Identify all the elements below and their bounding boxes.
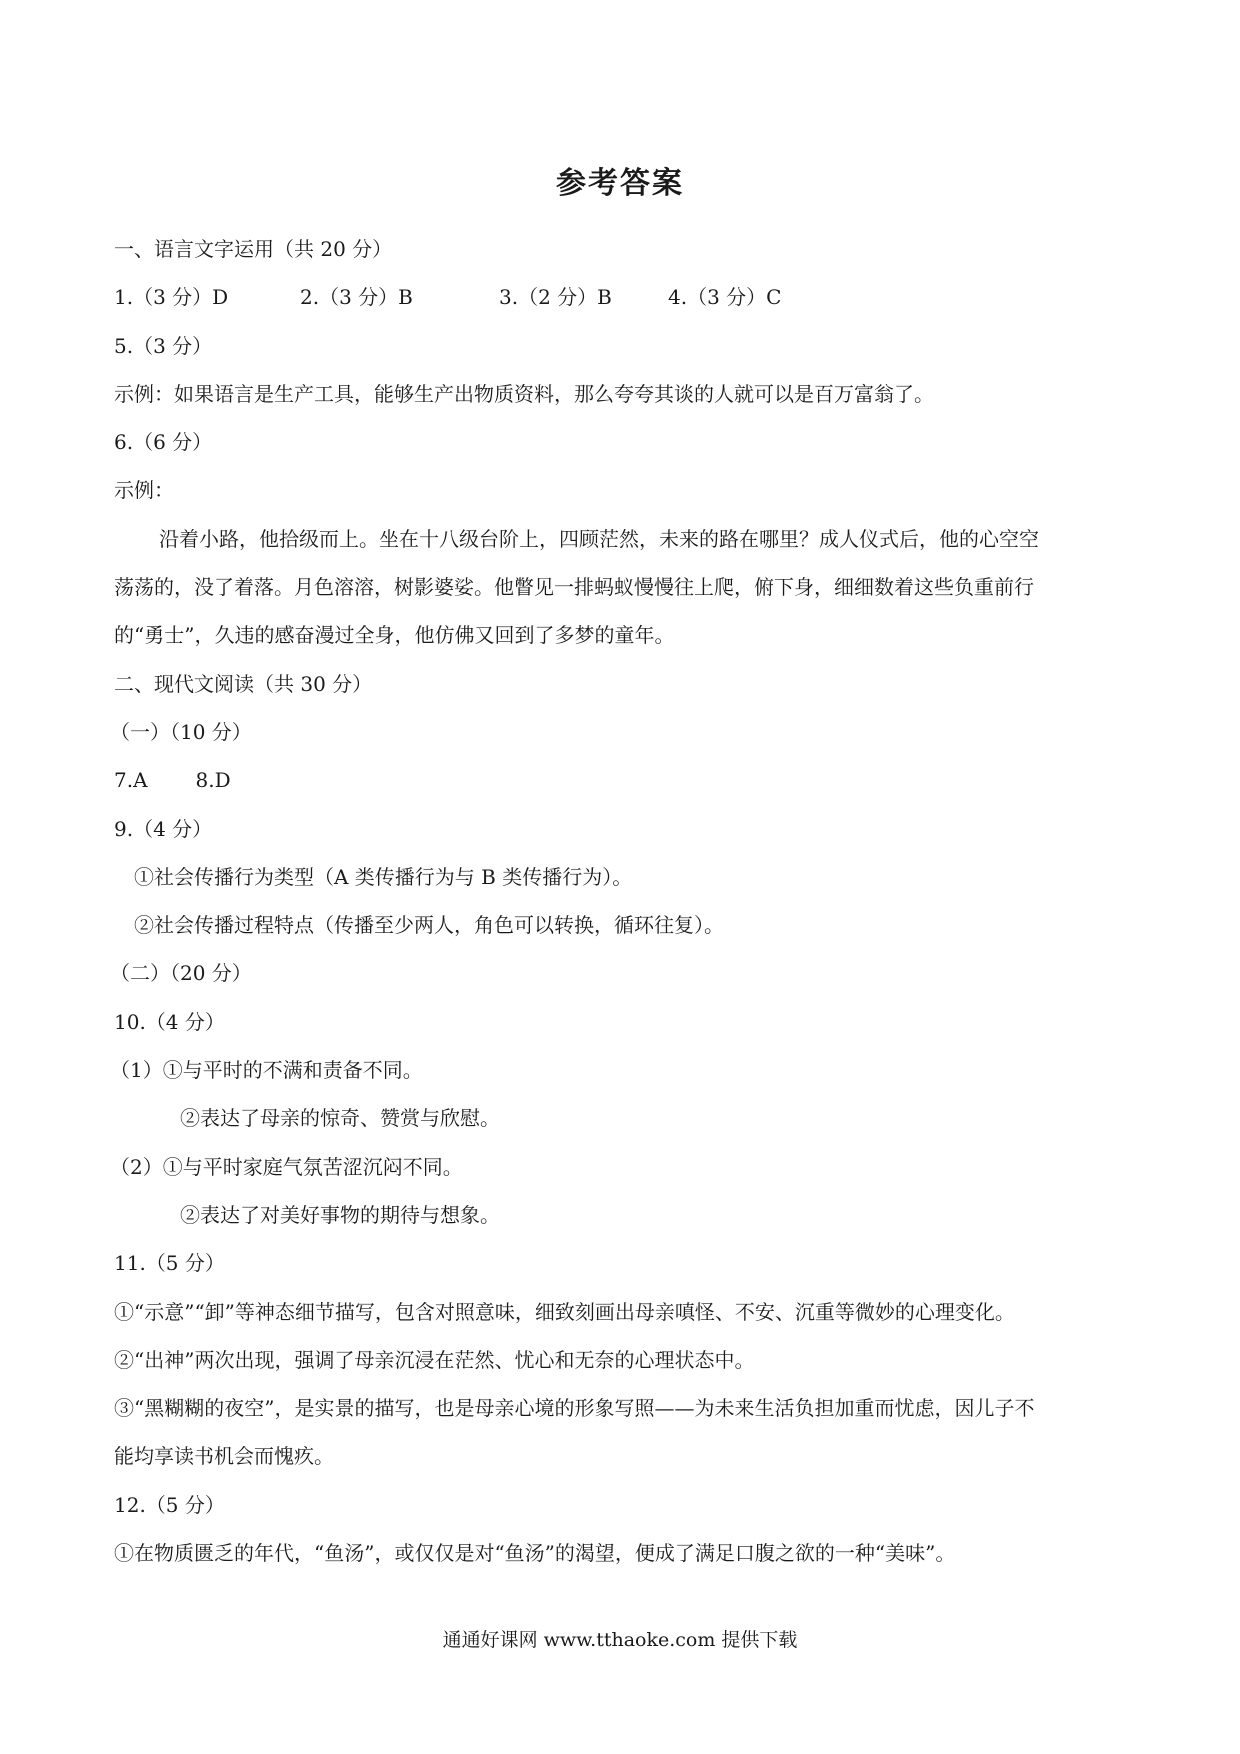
answer-content — [110, 225, 1134, 1577]
answer-q4: 4.（3 分）C — [668, 285, 782, 310]
q9-point-1: ①社会传播行为类型（A 类传播行为与 B 类传播行为）。 — [134, 864, 633, 889]
answer-q2: 2.（3 分）B — [300, 285, 413, 310]
q6-paragraph-line-3: 的“勇士”，久违的感奋漫过全身，他仿佛又回到了多梦的童年。 — [114, 623, 675, 648]
q10-2-point-2: ②表达了对美好事物的期待与想象。 — [180, 1202, 500, 1227]
q11-point-1: ①“示意”“卸”等神态细节描写，包含对照意味，细致刻画出母亲嗔怪、不安、沉重等微妙的心理变化。 — [114, 1299, 1015, 1324]
answer-q1: 1.（3 分）D — [114, 285, 229, 310]
q11-heading: 11.（5 分） — [114, 1251, 225, 1276]
q9-heading: 9.（4 分） — [114, 816, 213, 841]
answer-q7: 7.A — [114, 768, 148, 793]
page-title: 参考答案 — [556, 166, 684, 201]
q6-heading: 6.（6 分） — [114, 430, 213, 455]
page-footer: 通通好课网 www.tthaoke.com 提供下载 — [442, 1629, 798, 1651]
q10-1-point-2: ②表达了母亲的惊奇、赞赏与欣慰。 — [180, 1106, 500, 1131]
section-2-heading: 二、现代文阅读（共 30 分） — [114, 671, 373, 696]
q11-point-3-line-2: 能均享读书机会而愧疚。 — [114, 1444, 334, 1469]
answer-q8: 8.D — [195, 768, 231, 793]
q10-heading: 10.（4 分） — [114, 1009, 225, 1034]
q12-heading: 12.（5 分） — [114, 1492, 225, 1517]
section-2-part-2: （二）（20 分） — [110, 961, 252, 986]
q10-1-point-1: （1）①与平时的不满和责备不同。 — [110, 1058, 423, 1083]
q11-point-2: ②“出神”两次出现，强调了母亲沉浸在茫然、忧心和无奈的心理状态中。 — [114, 1347, 755, 1372]
q12-point-1: ①在物质匮乏的年代，“鱼汤”，或仅仅是对“鱼汤”的渴望，便成了满足口腹之欲的一种“美味”。 — [114, 1541, 956, 1566]
q5-answer: 示例：如果语言是生产工具，能够生产出物质资料，那么夸夸其谈的人就可以是百万富翁了。 — [114, 381, 934, 406]
q10-2-point-1: （2）①与平时家庭气氛苦涩沉闷不同。 — [110, 1154, 463, 1179]
q6-paragraph-line-1: 沿着小路，他拾级而上。坐在十八级台阶上，四顾茫然，未来的路在哪里？成人仪式后，他的心空空 — [159, 526, 1039, 551]
q9-point-2: ②社会传播过程特点（传播至少两人，角色可以转换，循环往复）。 — [134, 913, 724, 938]
section-1-heading: 一、语言文字运用（共 20 分） — [114, 237, 393, 261]
q6-example-label: 示例： — [114, 478, 174, 503]
q6-paragraph-line-2: 荡荡的，没了着落。月色溶溶，树影婆娑。他瞥见一排蚂蚁慢慢往上爬，俯下身，细细数着这些负重前行 — [114, 575, 1034, 600]
answer-q3: 3.（2 分）B — [499, 285, 612, 310]
q5-heading: 5.（3 分） — [114, 333, 213, 358]
q11-point-3-line-1: ③“黑糊糊的夜空”，是实景的描写，也是母亲心境的形象写照——为未来生活负担加重而忧虑，因儿子不 — [114, 1396, 1035, 1421]
answers-q7-q8 — [114, 756, 1134, 804]
answers-row-1-4 — [114, 273, 1134, 321]
section-2-part-1: （一）（10 分） — [110, 719, 252, 744]
